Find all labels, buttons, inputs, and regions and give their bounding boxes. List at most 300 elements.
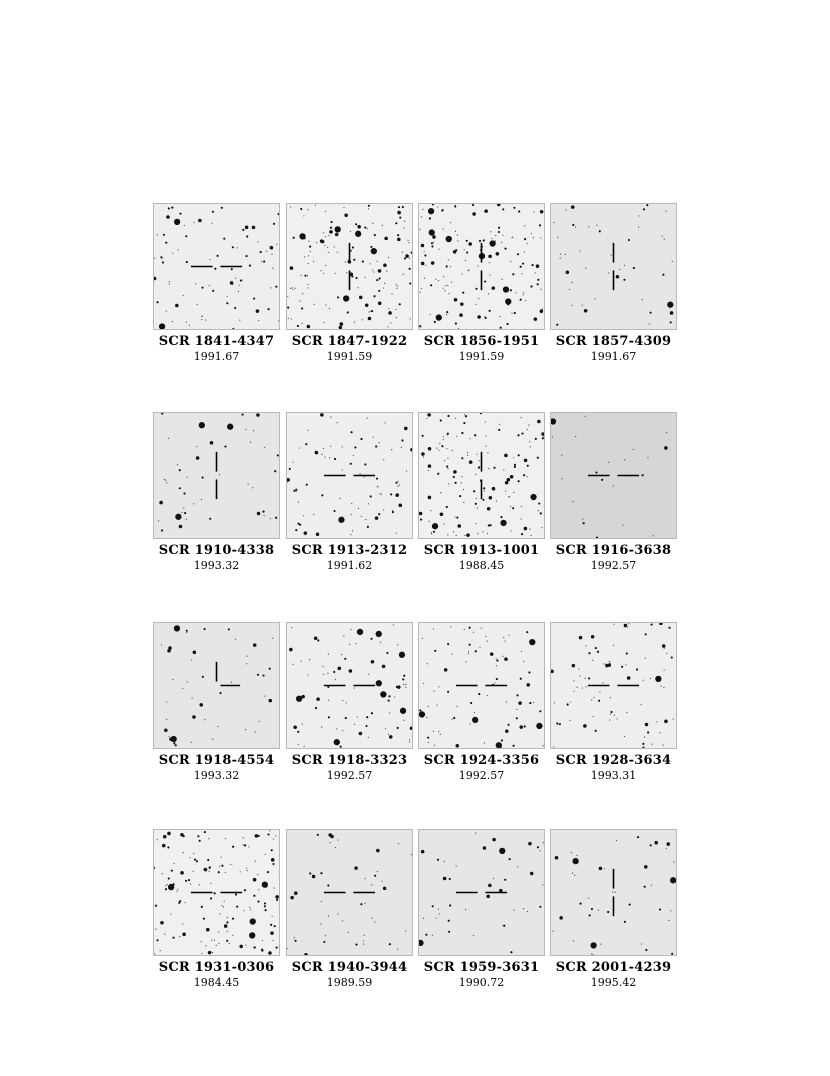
sky-image bbox=[550, 203, 677, 330]
star bbox=[270, 518, 271, 519]
star bbox=[266, 251, 267, 252]
star bbox=[181, 512, 182, 513]
star bbox=[484, 490, 485, 491]
star bbox=[172, 321, 173, 322]
star bbox=[572, 858, 578, 864]
star bbox=[350, 463, 352, 465]
star bbox=[526, 631, 528, 633]
star bbox=[308, 287, 309, 288]
star bbox=[485, 435, 486, 436]
star bbox=[492, 838, 496, 842]
star bbox=[667, 302, 673, 308]
star bbox=[452, 450, 453, 451]
star bbox=[309, 872, 311, 874]
star bbox=[626, 652, 628, 654]
star bbox=[572, 501, 573, 502]
star bbox=[553, 746, 554, 747]
star bbox=[518, 210, 520, 212]
star bbox=[224, 445, 226, 447]
star bbox=[395, 482, 397, 484]
star bbox=[441, 445, 443, 447]
star bbox=[235, 639, 236, 640]
star bbox=[462, 274, 463, 275]
star bbox=[517, 434, 519, 436]
star bbox=[529, 702, 531, 704]
star bbox=[307, 209, 308, 210]
star bbox=[159, 323, 165, 329]
star bbox=[325, 935, 326, 936]
star bbox=[588, 652, 590, 654]
star bbox=[370, 495, 372, 497]
star bbox=[246, 663, 247, 664]
star bbox=[571, 305, 572, 306]
star bbox=[444, 290, 445, 291]
star bbox=[360, 903, 362, 905]
star bbox=[248, 483, 249, 484]
star bbox=[505, 481, 509, 485]
object-name: SCR 1918-4554 bbox=[158, 753, 275, 768]
star bbox=[330, 446, 331, 447]
star bbox=[467, 270, 468, 271]
star bbox=[399, 217, 401, 219]
star bbox=[591, 953, 592, 954]
star bbox=[201, 287, 203, 289]
star bbox=[174, 625, 180, 631]
star bbox=[519, 725, 523, 729]
star bbox=[493, 878, 494, 879]
star bbox=[219, 913, 220, 914]
star bbox=[402, 206, 404, 208]
star bbox=[369, 311, 370, 312]
star bbox=[315, 707, 317, 709]
star bbox=[263, 260, 265, 262]
star bbox=[457, 240, 458, 241]
star bbox=[607, 911, 609, 913]
star bbox=[162, 873, 163, 874]
star bbox=[172, 253, 173, 254]
star bbox=[465, 909, 466, 910]
star bbox=[328, 716, 330, 718]
star bbox=[513, 457, 514, 458]
finder-chart-panel bbox=[550, 829, 677, 989]
star bbox=[377, 486, 378, 487]
star bbox=[242, 413, 244, 415]
star bbox=[514, 312, 516, 314]
star bbox=[246, 655, 247, 656]
star bbox=[337, 252, 338, 253]
star bbox=[228, 628, 230, 630]
star bbox=[666, 432, 667, 433]
star bbox=[483, 487, 485, 489]
finder-chart-panel bbox=[286, 622, 413, 782]
star bbox=[556, 324, 558, 326]
star bbox=[264, 515, 265, 516]
star bbox=[469, 627, 471, 629]
star bbox=[595, 471, 597, 473]
star bbox=[384, 283, 385, 284]
star bbox=[477, 507, 478, 508]
star bbox=[204, 868, 208, 872]
star bbox=[610, 697, 611, 698]
star bbox=[439, 443, 440, 444]
star bbox=[197, 835, 199, 837]
star bbox=[218, 943, 219, 944]
star bbox=[321, 901, 322, 902]
star bbox=[592, 660, 593, 661]
star bbox=[371, 918, 372, 919]
star bbox=[299, 233, 305, 239]
star bbox=[316, 697, 320, 701]
star bbox=[292, 289, 293, 290]
star bbox=[624, 921, 626, 923]
star bbox=[315, 451, 319, 455]
star bbox=[354, 724, 355, 725]
star bbox=[229, 943, 230, 944]
star bbox=[659, 908, 661, 910]
star bbox=[397, 685, 401, 689]
star bbox=[666, 842, 670, 846]
star bbox=[575, 436, 576, 437]
star bbox=[321, 494, 323, 496]
star bbox=[349, 644, 350, 645]
star bbox=[530, 872, 534, 876]
star bbox=[438, 450, 439, 451]
star bbox=[335, 233, 339, 237]
star bbox=[570, 701, 571, 702]
star bbox=[368, 311, 369, 312]
star bbox=[196, 456, 200, 460]
star bbox=[193, 503, 194, 504]
star bbox=[578, 668, 579, 669]
star bbox=[610, 711, 612, 713]
star bbox=[371, 248, 377, 254]
star bbox=[449, 878, 451, 880]
star bbox=[160, 256, 161, 257]
star bbox=[209, 259, 210, 260]
star bbox=[403, 227, 404, 228]
star bbox=[572, 664, 576, 668]
star bbox=[203, 918, 205, 920]
star bbox=[331, 221, 333, 223]
star bbox=[644, 736, 645, 737]
star bbox=[265, 854, 266, 855]
star bbox=[502, 656, 503, 657]
star bbox=[621, 666, 623, 668]
star bbox=[239, 285, 240, 286]
star bbox=[550, 670, 554, 674]
star bbox=[424, 278, 425, 279]
star bbox=[376, 849, 380, 853]
sky-image bbox=[418, 203, 545, 330]
star bbox=[397, 644, 398, 645]
star bbox=[364, 935, 365, 936]
star bbox=[456, 865, 457, 866]
star bbox=[157, 839, 158, 840]
star bbox=[423, 456, 424, 457]
star bbox=[170, 913, 171, 914]
star bbox=[617, 718, 618, 719]
star bbox=[254, 731, 255, 732]
star bbox=[183, 295, 184, 296]
star bbox=[343, 207, 344, 208]
star bbox=[446, 506, 448, 508]
star bbox=[400, 708, 406, 714]
star bbox=[335, 847, 336, 848]
star bbox=[368, 205, 370, 207]
star bbox=[201, 953, 202, 954]
star bbox=[496, 660, 498, 662]
star bbox=[185, 235, 187, 237]
star bbox=[526, 683, 530, 687]
star bbox=[383, 509, 384, 510]
star bbox=[537, 279, 539, 281]
star bbox=[405, 254, 409, 258]
star bbox=[328, 252, 329, 253]
star bbox=[273, 838, 274, 839]
star bbox=[570, 720, 571, 721]
star bbox=[354, 446, 356, 448]
star bbox=[595, 730, 597, 732]
star bbox=[552, 931, 553, 932]
star bbox=[372, 269, 373, 270]
star bbox=[644, 865, 648, 869]
star bbox=[432, 905, 434, 907]
star bbox=[214, 268, 216, 270]
star bbox=[456, 436, 457, 437]
star bbox=[600, 943, 601, 944]
star bbox=[591, 635, 595, 639]
star bbox=[368, 208, 369, 209]
object-name: SCR 1940-3944 bbox=[291, 960, 408, 975]
star bbox=[299, 447, 300, 448]
star bbox=[234, 307, 236, 309]
star bbox=[267, 833, 269, 835]
plate-epoch: 1988.45 bbox=[458, 559, 505, 572]
star bbox=[308, 241, 309, 242]
star bbox=[456, 535, 457, 536]
star bbox=[298, 523, 300, 525]
star bbox=[429, 229, 435, 235]
star bbox=[165, 888, 167, 890]
star bbox=[501, 739, 503, 741]
star bbox=[422, 209, 423, 210]
star bbox=[298, 501, 299, 502]
object-name: SCR 1841-4347 bbox=[158, 334, 275, 349]
sky-image bbox=[286, 203, 413, 330]
star bbox=[484, 280, 486, 282]
star bbox=[180, 871, 184, 875]
star bbox=[362, 319, 363, 320]
star bbox=[539, 710, 541, 712]
star bbox=[177, 464, 178, 465]
star bbox=[188, 879, 190, 881]
star bbox=[457, 524, 461, 528]
star bbox=[505, 491, 506, 492]
star bbox=[346, 702, 347, 703]
sky-image bbox=[286, 829, 413, 956]
star bbox=[662, 644, 666, 648]
star bbox=[427, 663, 428, 664]
star bbox=[221, 207, 223, 209]
star bbox=[293, 664, 294, 665]
star bbox=[290, 206, 291, 207]
star bbox=[165, 242, 167, 244]
plate-epoch: 1989.59 bbox=[326, 976, 373, 989]
star bbox=[201, 499, 202, 500]
star bbox=[428, 464, 432, 468]
star bbox=[245, 944, 246, 945]
star bbox=[409, 268, 411, 270]
star bbox=[389, 735, 393, 739]
object-name: SCR 1913-1001 bbox=[423, 543, 540, 558]
star bbox=[401, 447, 402, 448]
star bbox=[430, 510, 431, 511]
star bbox=[561, 455, 562, 456]
star bbox=[446, 434, 447, 435]
star bbox=[516, 694, 518, 696]
star bbox=[163, 835, 167, 839]
star bbox=[649, 323, 650, 324]
star bbox=[420, 519, 422, 521]
star bbox=[456, 744, 460, 748]
star bbox=[672, 261, 673, 262]
star bbox=[387, 326, 388, 327]
star bbox=[383, 287, 384, 288]
star bbox=[394, 696, 395, 697]
finder-chart-panel bbox=[418, 622, 545, 782]
star bbox=[510, 951, 512, 953]
star bbox=[337, 422, 338, 423]
star bbox=[451, 281, 452, 282]
star bbox=[295, 288, 296, 289]
star bbox=[444, 523, 445, 524]
star bbox=[267, 308, 269, 310]
star bbox=[274, 470, 276, 472]
star bbox=[207, 859, 209, 861]
star bbox=[252, 487, 253, 488]
star bbox=[524, 225, 525, 226]
star bbox=[490, 231, 491, 232]
star bbox=[330, 417, 331, 418]
star bbox=[161, 529, 163, 531]
star bbox=[468, 651, 469, 652]
star bbox=[517, 866, 518, 867]
finder-chart-panel bbox=[286, 412, 413, 572]
star bbox=[553, 222, 554, 223]
star bbox=[593, 697, 594, 698]
star bbox=[536, 264, 540, 268]
star bbox=[460, 302, 464, 306]
star bbox=[479, 647, 480, 648]
finder-chart-panel bbox=[418, 829, 545, 989]
star bbox=[510, 261, 511, 262]
star bbox=[566, 271, 570, 275]
star bbox=[323, 674, 324, 675]
object-name: SCR 1857-4309 bbox=[555, 334, 672, 349]
star bbox=[255, 834, 259, 838]
star bbox=[444, 668, 448, 672]
star bbox=[513, 745, 515, 747]
sky-background bbox=[419, 204, 544, 329]
star bbox=[503, 286, 509, 292]
star bbox=[524, 725, 526, 727]
star bbox=[482, 499, 484, 501]
star bbox=[437, 859, 439, 861]
star bbox=[488, 468, 489, 469]
star bbox=[488, 293, 489, 294]
star bbox=[429, 521, 430, 522]
star bbox=[495, 235, 496, 236]
star bbox=[398, 843, 399, 844]
finder-chart-panel bbox=[286, 829, 413, 989]
star bbox=[240, 871, 241, 872]
star bbox=[473, 935, 474, 936]
star bbox=[473, 632, 474, 633]
star bbox=[350, 431, 352, 433]
star bbox=[502, 279, 503, 280]
plate-epoch: 1991.59 bbox=[458, 350, 505, 363]
star bbox=[628, 239, 630, 241]
star bbox=[406, 470, 407, 471]
star bbox=[210, 897, 212, 899]
star bbox=[249, 907, 250, 908]
star bbox=[522, 263, 524, 265]
star bbox=[521, 533, 523, 535]
star bbox=[459, 313, 463, 317]
star bbox=[350, 231, 351, 232]
star bbox=[642, 743, 644, 745]
star bbox=[455, 249, 457, 251]
star bbox=[397, 238, 401, 242]
sky-background bbox=[419, 830, 544, 955]
star bbox=[383, 459, 384, 460]
star bbox=[304, 531, 308, 535]
star bbox=[565, 254, 566, 255]
star bbox=[560, 258, 561, 259]
star bbox=[580, 675, 581, 676]
star bbox=[379, 277, 381, 279]
star bbox=[295, 529, 297, 531]
star bbox=[355, 231, 361, 237]
star bbox=[596, 225, 597, 226]
star bbox=[585, 416, 586, 417]
finder-chart-panel bbox=[153, 412, 280, 572]
star bbox=[503, 637, 504, 638]
star bbox=[463, 489, 464, 490]
star bbox=[350, 514, 351, 515]
star bbox=[399, 504, 403, 508]
star bbox=[429, 217, 431, 219]
star bbox=[619, 269, 620, 270]
star bbox=[605, 663, 606, 664]
star bbox=[221, 905, 222, 906]
star bbox=[217, 726, 218, 727]
star bbox=[428, 496, 432, 500]
star bbox=[542, 884, 543, 885]
star bbox=[186, 630, 188, 632]
star bbox=[509, 858, 511, 860]
star bbox=[225, 872, 226, 873]
star bbox=[183, 492, 185, 494]
star bbox=[302, 293, 303, 294]
star bbox=[160, 921, 164, 925]
star bbox=[507, 478, 511, 482]
star bbox=[314, 304, 315, 305]
star bbox=[253, 643, 257, 647]
star bbox=[375, 445, 377, 447]
star bbox=[162, 844, 166, 848]
star bbox=[242, 229, 244, 231]
